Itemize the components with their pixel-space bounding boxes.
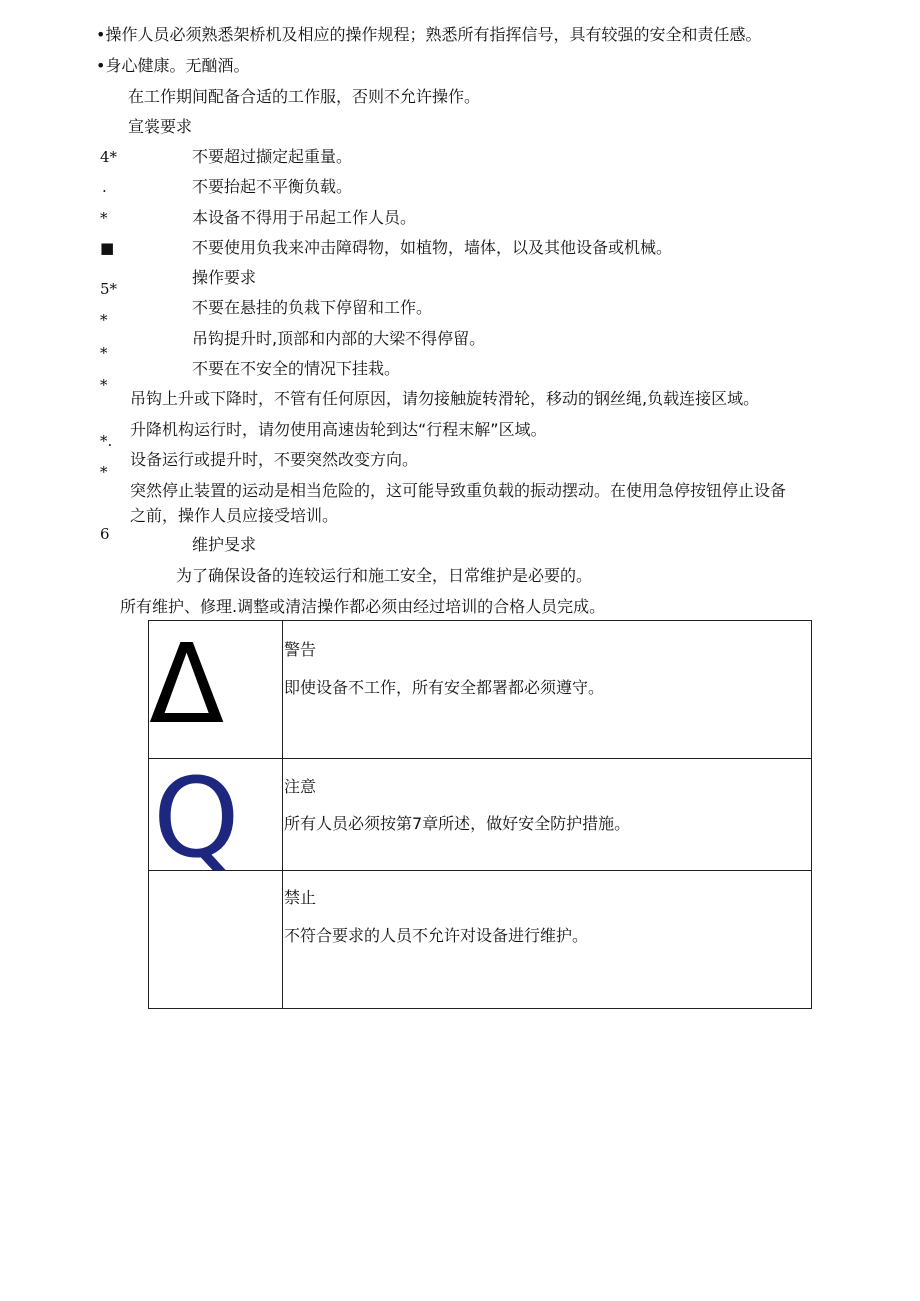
- intro-line-1: •操作人员必须熟悉架桥机及相应的操作规程；熟悉所有指挥信号，具有较强的安全和责任感。: [96, 25, 762, 44]
- list-item: 吊钩提升时,顶部和内部的大梁不得停留。: [192, 329, 486, 348]
- row-text: 不符合要求的人员不允许对设备进行维护。: [284, 926, 589, 945]
- table-row: [149, 621, 811, 759]
- maintenance-paragraph-1: 为了确保设备的连较运行和施工安全，日常维护是必要的。: [176, 566, 593, 585]
- list-item: 不要使用负我来冲击障碍物，如植物，墙体，以及其他设备或机械。: [192, 238, 673, 257]
- list-item: 吊钩上升或下降时，不管有任何原因，请勿接触旋转滑轮，移动的钢丝绳,负载连接区域。: [130, 389, 760, 408]
- row-title: 警告: [284, 640, 317, 659]
- list-item: 不要抬起不平衡负载。: [192, 177, 353, 196]
- paragraph-line: 突然停止装置的运动是相当危险的，这可能导致重负载的振动摆动。在使用急停按钮停止设备: [130, 481, 787, 500]
- list-item: 升降机构运行时，请勿使用高速齿轮到达“行程末解”区域。: [130, 420, 547, 439]
- caution-q-icon: Q: [153, 763, 240, 871]
- paragraph-line: 之前，操作人员应接受培训。: [130, 506, 339, 525]
- section-marker-operation: 5*: [100, 280, 118, 298]
- list-marker: *.: [100, 432, 113, 450]
- list-marker: *: [100, 344, 108, 362]
- list-marker: *: [100, 376, 108, 394]
- section-heading-operation: 操作要求: [192, 268, 257, 287]
- notice-table: [148, 620, 812, 1009]
- intro-line-2: •身心健康。无酗酒。: [96, 56, 250, 75]
- list-marker: ■: [100, 239, 115, 257]
- row-title: 禁止: [284, 888, 317, 907]
- warning-triangle-icon: Δ: [149, 620, 225, 748]
- list-item: 不要在悬挂的负栽下停留和工作。: [192, 298, 433, 317]
- row-text: 即使设备不工作，所有安全都署都必须遵守。: [284, 678, 605, 697]
- section-heading-maintenance: 维护旻求: [192, 535, 257, 554]
- list-marker: .: [102, 178, 107, 196]
- list-item: 不要超过撷定起重量。: [192, 147, 353, 166]
- table-row: [149, 759, 811, 871]
- list-marker: *: [100, 311, 108, 329]
- intro-line-4: 宣裳要求: [128, 117, 193, 136]
- table-row: [149, 871, 811, 1008]
- list-marker: *: [100, 463, 108, 481]
- maintenance-paragraph-2: 所有维护、修理.调整或清洁操作都必须由经过培训的合格人员完成。: [120, 597, 606, 616]
- intro-line-3: 在工作期间配备合适的工作服，否则不允许操作。: [128, 87, 481, 106]
- list-item: 不要在不安全的情况下挂栽。: [192, 359, 401, 378]
- list-marker: 4*: [100, 148, 118, 166]
- list-marker: *: [100, 209, 108, 227]
- row-title: 注意: [284, 777, 317, 796]
- row-text: 所有人员必须按第7章所述，做好安全防护措施。: [284, 814, 631, 833]
- list-item: 设备运行或提升时，不要突然改变方向。: [130, 450, 419, 469]
- list-item: 本设备不得用于吊起工作人员。: [192, 208, 417, 227]
- section-marker-maintenance: 6: [100, 525, 110, 543]
